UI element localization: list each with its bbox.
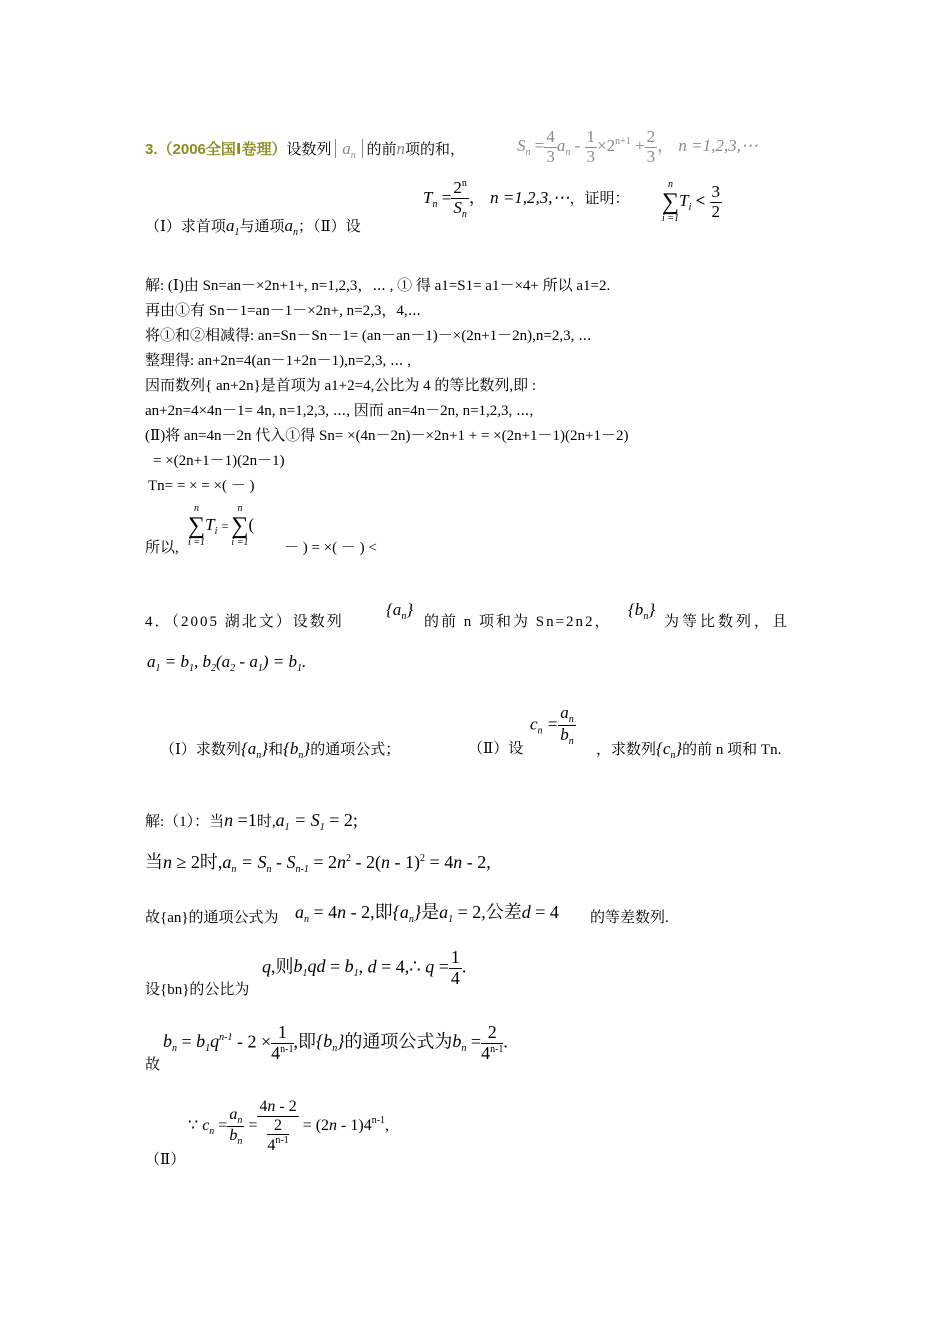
- solution-4-line-5: 故: [145, 1057, 161, 1073]
- solution-3-line-2: 再由①有 Sn－1=an－1－×2n+, n=2,3，4,⋯: [145, 303, 422, 319]
- solution-3-line-1: 解: (Ⅰ)由 Sn=an－×2n+1+, n=1,2,3，⋯ , ① 得 a1=S1= a1－×4+ 所以 a1=2.: [145, 278, 611, 294]
- formula-cn-derivation: ∵ $c_n$ = $\frac{a_n}{b_n}$ = $\frac{4n - 2}{\frac{2}{4^{n-1}}}$ = (2n - 1)4$^{n-1}$,: [188, 1098, 390, 1155]
- problem-source: （2006全国Ⅰ卷理）: [157, 141, 287, 158]
- solution-3-conclusion-tail: － ) = ×( － ) <: [284, 540, 377, 556]
- formula-condition: $a_1 = b_1$, $b_2(a_2 - a_1) = b_1$.: [147, 652, 307, 674]
- problem-4-heading: 4．（2005 湖北文）设数列: [145, 614, 344, 630]
- solution-4-line-4: 设{bn}的公比为: [145, 982, 250, 998]
- formula-sum-conclusion: n ∑ i =1 $T_i$ = n ∑ i =1 (: [188, 503, 255, 548]
- formula-cn: $c_n$ = $\frac{a_n}{b_n}$: [530, 703, 574, 747]
- seq-a-n: $a_n$: [335, 139, 363, 158]
- problem-4-part2-label: （Ⅱ）: [145, 1152, 186, 1168]
- solution-3-line-4: 整理得: an+2n=4(an－1+2n－1),n=2,3, ⋯ ,: [145, 353, 412, 369]
- solution-4-line-2: 当n ≥ 2时$,a_n = S_n - S_{n-1} = 2n^2 - 2(n - 1)^2 = 4n - 2$,: [145, 852, 491, 875]
- formula-sum-ti: n ∑ i =1 $T_i$ < $\frac{3}{2}$: [662, 179, 721, 224]
- problem-3-heading: 3.（2006全国Ⅰ卷理）设数列 $a_n$ 的前n项的和，: [145, 139, 466, 161]
- document-page: 3.（2006全国Ⅰ卷理）设数列 $a_n$ 的前n项的和， $S_n$ = $\frac{4}{3}$ $a_n$ - $\frac{1}{3}$ $\times 2^{n+1}$ + $\frac{2}{3}$ ， n =1,2,3,⋯ （Ⅰ）求首项$a_1$与通项$a_n$；（Ⅱ）设 $T_n$ = $\frac{2^n}{S_n}$ ， n =1,2,3,⋯，证明： n ∑ i =1 $T_i$ < $\frac{3}{2}$ 解: (Ⅰ)由 Sn=an－×2n+1+, n=1,2,3，⋯ , ① 得 a1=S1= a1－×4+ 所以 a1=2. 再由①有 Sn－1=an－1－×2n+, n=2,3，4,⋯ 将①和②相减得: an=Sn－Sn－1= (an－an－1)－×(2n+1－2n),n=2,3, ⋯ 整理得: an+2n=4(an－1+2n－1),n=2,3, ⋯ , 因而数列{ an+2n}是首项为 a1+2=4,公比为 4 的等比数列,即 : an+2n=4×4n－1= 4n, n=1,2,3, ⋯, 因而 an=4n－2n, n=1,2,3, ⋯, (Ⅱ)将 an=4n－2n 代入①得 Sn= ×(4n－2n)－×2n+1 + = ×(2n+1－1)(2n+1－2) = ×(2n+1－1)(2n－1) Tn= = × = ×( － ) 所以, n ∑ i =1 $T_i$ = n ∑ i =1 ( － ) = ×( － ) < 4．（2005 湖北文）设数列 $\{a_n\}$ 的前 n 项和为 Sn=2n2， $\{b_n\}$ 为等比数列，且 $a_1 = b_1$, $b_2(a_2 - a_1) = b_1$. （Ⅰ）求数列$\{a_n\}$和$\{b_n\}$的通项公式； （Ⅱ）设 $c_n$ = $\frac{a_n}{b_n}$ ，求数列$\{c_n\}$的前 n 项和 Tn. 解:（1）：当n =1时$,a_1 = S_1 = 2$; 当n ≥ 2时$,a_n = S_n - S_{n-1} = 2n^2 - 2(n - 1)^2 = 4n - 2$, 故{an}的通项公式为 $a_n = 4n - 2$,即$\{a_n\}$是$a_1 = 2$,公差d = 4 的等差数列. 设{bn}的公比为 q,则$b_1qd = b_1$, d = 4,∴ q = $\frac{1}{4}$ . 故 $b_n = b_1q^{n-1} - 2$ × $\frac{1}{4^{n-1}}$ ,即$\{b_n\}$的通项公式为$b_n$ = $\frac{2}{4^{n-1}}$ . ∵ $c_n$ = $\frac{a_n}{b_n}$ = $\frac{4n - 2}{\frac{2}{4^{n-1}}}$ = (2n - 1)4$^{n-1}$, （Ⅱ）: [145, 127, 791, 1168]
- solution-3-line-7: (Ⅱ)将 an=4n－2n 代入①得 Sn= ×(4n－2n)－×2n+1 + = ×(2n+1－1)(2n+1－2): [145, 428, 629, 444]
- formula-sn: $S_n$ = $\frac{4}{3}$ $a_n$ - $\frac{1}{3}$ $\times 2^{n+1}$ + $\frac{2}{3}$ ， n =1,2,3,⋯: [517, 127, 758, 166]
- solution-4-line-3: 故{an}的通项公式为: [145, 910, 279, 926]
- problem-3-parts: （Ⅰ）求首项$a_1$与通项$a_n$；（Ⅱ）设: [145, 216, 361, 238]
- solution-3-line-5: 因而数列{ an+2n}是首项为 a1+2=4,公比为 4 的等比数列,即 :: [145, 378, 537, 394]
- solution-3-line-6: an+2n=4×4n－1= 4n, n=1,2,3, ⋯, 因而 an=4n－2n, n=1,2,3, ⋯,: [145, 403, 534, 419]
- problem-4-part1: （Ⅰ）求数列$\{a_n\}$和$\{b_n\}$的通项公式；: [160, 739, 401, 761]
- solution-3-line-8: = ×(2n+1－1)(2n－1): [153, 453, 285, 469]
- solution-3-line-9: Tn= = × = ×( － ): [148, 478, 255, 494]
- problem-number: 3.: [145, 141, 158, 158]
- solution-3-line-3: 将①和②相减得: an=Sn－Sn－1= (an－an－1)－×(2n+1－2n),n=2,3, ⋯: [145, 328, 592, 344]
- solution-3-conclusion: 所以,: [145, 540, 179, 556]
- solution-4-line-1: 解:（1）：当n =1时$,a_1 = S_1 = 2$;: [145, 810, 358, 833]
- formula-tn: $T_n$ = $\frac{2^n}{S_n}$ ， n =1,2,3,⋯，证明：: [423, 178, 630, 220]
- problem-4-part2: （Ⅱ）设: [468, 741, 524, 757]
